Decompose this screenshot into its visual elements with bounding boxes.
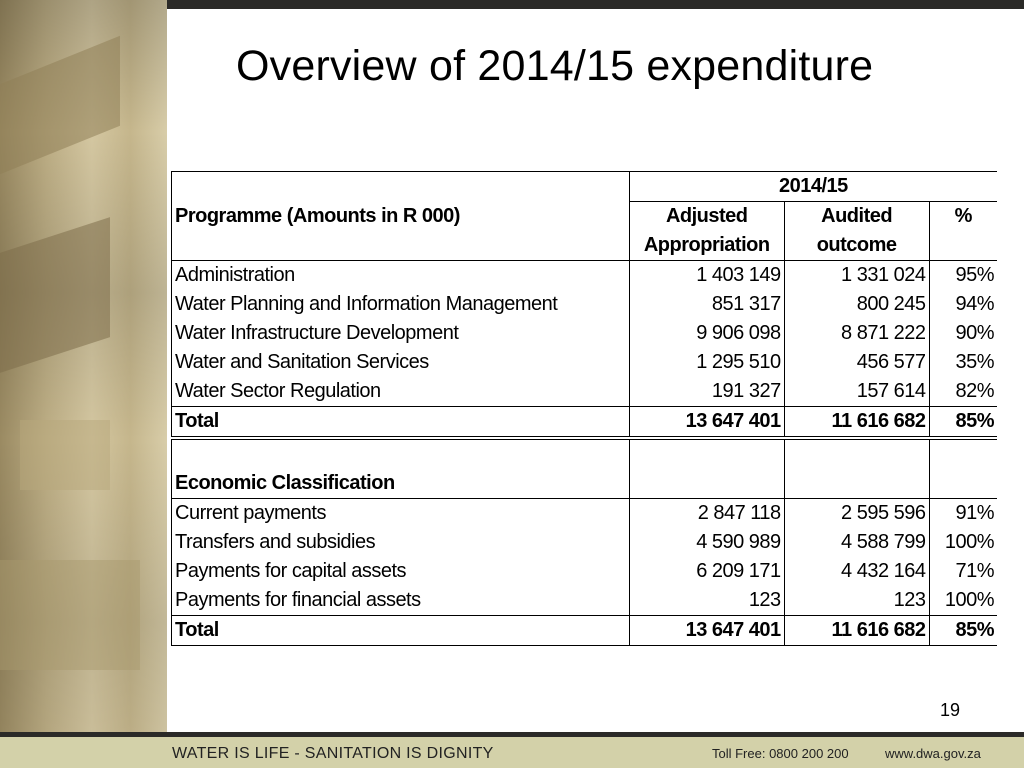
programme-header: Programme (Amounts in R 000) [172,172,630,261]
adjusted-value: 191 327 [629,377,784,407]
programme-label: Administration [172,261,630,291]
programme-label: Water Infrastructure Development [172,319,630,348]
adjusted-value: 6 209 171 [629,557,784,586]
page-number: 19 [940,700,961,720]
adjusted-value: 9 906 098 [629,319,784,348]
total-percent: 85% [929,407,997,439]
adjusted-value: 2 847 118 [629,499,784,529]
economic-label: Payments for financial assets [172,586,630,616]
building-slab [0,560,140,670]
total-audited: 11 616 682 [784,407,929,439]
footer-slogan: WATER IS LIFE - SANITATION IS DIGNITY [172,745,494,762]
percent-value: 100% [929,586,997,616]
expenditure-table [171,171,997,646]
table-row [172,290,998,319]
adjusted-value: 123 [629,586,784,616]
audited-outcome-header-line2: outcome [784,231,929,261]
total-percent: 85% [929,616,997,646]
audited-value: 456 577 [784,348,929,377]
audited-value: 1 331 024 [784,261,929,291]
empty-cell [784,438,929,499]
economic-label: Payments for capital assets [172,557,630,586]
table-row [172,499,998,529]
economic-classification-header: Economic Classification [172,438,630,499]
total-adjusted: 13 647 401 [629,616,784,646]
audited-value: 123 [784,586,929,616]
percent-value: 71% [929,557,997,586]
total-label: Total [172,407,630,439]
economic-label: Current payments [172,499,630,529]
building-slab [0,36,120,174]
audited-value: 2 595 596 [784,499,929,529]
table-row [172,377,998,407]
programme-label: Water Sector Regulation [172,377,630,407]
audited-value: 800 245 [784,290,929,319]
building-photo [0,0,167,732]
total-audited: 11 616 682 [784,616,929,646]
percent-value: 100% [929,528,997,557]
economic-header-row [172,438,998,499]
percent-header-blank [929,231,997,261]
percent-header: % [929,202,997,232]
table-row [172,528,998,557]
audited-outcome-header: Audited [784,202,929,232]
building-slab [20,420,110,490]
footer-bar [0,732,1024,768]
table-row [172,557,998,586]
empty-cell [929,438,997,499]
header-row-year [172,172,998,202]
year-header: 2014/15 [629,172,997,202]
slide-title: Overview of 2014/15 expenditure [236,42,874,90]
percent-value: 35% [929,348,997,377]
percent-value: 95% [929,261,997,291]
adjusted-appropriation-header-line2: Appropriation [629,231,784,261]
percent-value: 91% [929,499,997,529]
economic-label: Transfers and subsidies [172,528,630,557]
adjusted-value: 4 590 989 [629,528,784,557]
programme-label: Water and Sanitation Services [172,348,630,377]
programme-label: Water Planning and Information Management [172,290,630,319]
table-row [172,586,998,616]
percent-value: 94% [929,290,997,319]
toll-free-number: Toll Free: 0800 200 200 [712,746,849,761]
percent-value: 90% [929,319,997,348]
building-slab [0,217,110,373]
economic-total-row [172,616,998,646]
audited-value: 8 871 222 [784,319,929,348]
table-row [172,261,998,291]
total-adjusted: 13 647 401 [629,407,784,439]
table-row [172,348,998,377]
adjusted-value: 1 295 510 [629,348,784,377]
audited-value: 157 614 [784,377,929,407]
percent-value: 82% [929,377,997,407]
website-link[interactable]: www.dwa.gov.za [885,746,981,761]
programme-total-row [172,407,998,439]
adjusted-value: 851 317 [629,290,784,319]
adjusted-value: 1 403 149 [629,261,784,291]
total-label: Total [172,616,630,646]
empty-cell [629,438,784,499]
audited-value: 4 588 799 [784,528,929,557]
table-row [172,319,998,348]
audited-value: 4 432 164 [784,557,929,586]
adjusted-appropriation-header: Adjusted [629,202,784,232]
